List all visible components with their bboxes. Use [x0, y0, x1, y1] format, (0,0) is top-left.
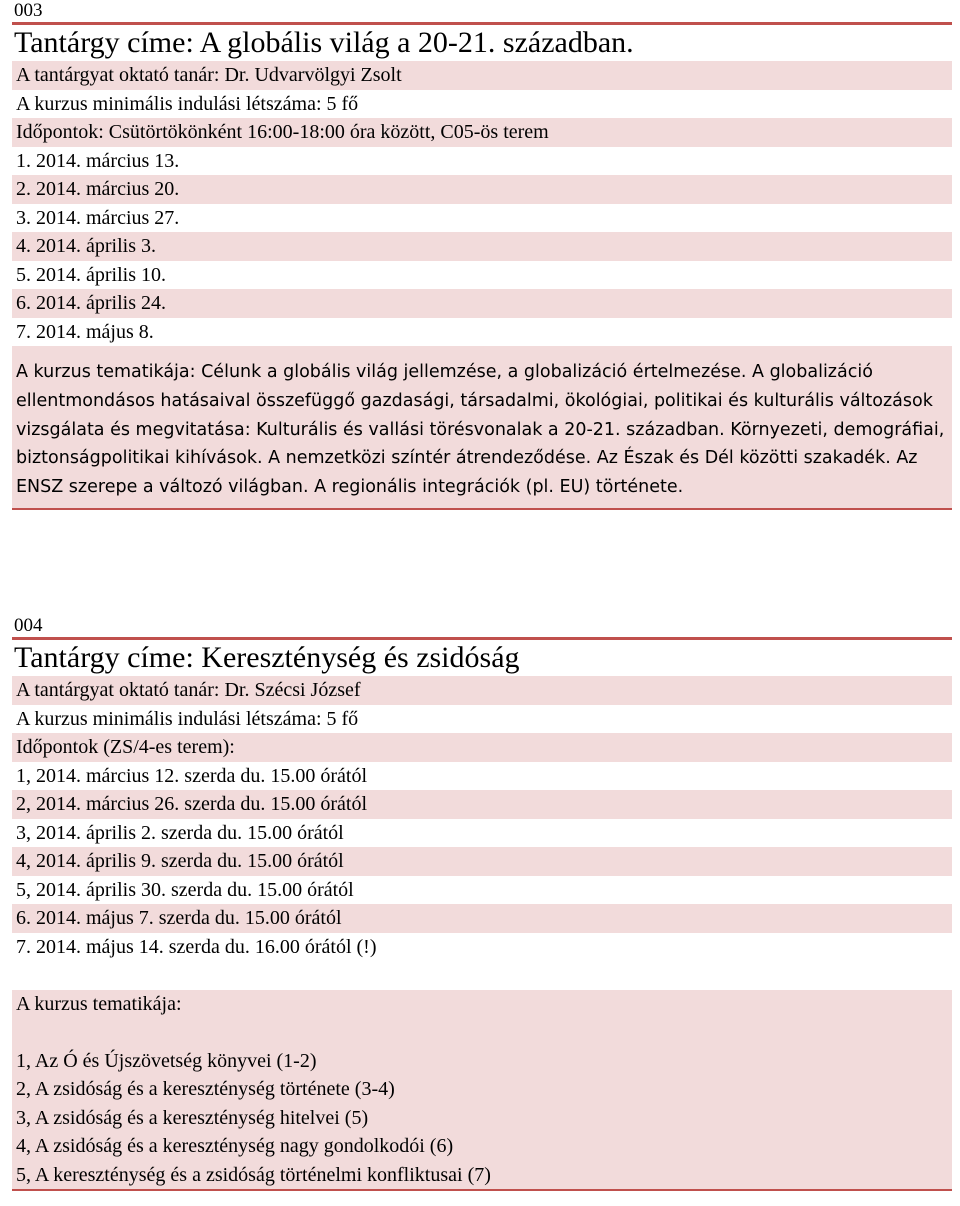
- min-size-row: A kurzus minimális indulási létszáma: 5 fő: [16, 92, 359, 115]
- schedule-row: Időpontok: Csütörtökönként 16:00-18:00 óra között, C05-ös terem: [12, 118, 952, 147]
- teacher-row: A tantárgyat oktató tanár: Dr. Szécsi József: [12, 676, 952, 705]
- course-topic-description: A kurzus tematikája: Célunk a globális világ jellemzése, a globalizáció értelmezése. A globalizáció ellentmondásos hatásaival összefüggő gazdasági, társadalmi, ökológiai, politikai és kulturális változások vizsgálata és megvitatása: Kulturális és vallási törésvonalak a 20-21. században. Környezeti, demográfiai, biztonságpolitikai kihívások. A nemzetközi színtér átrendeződése. Az Észak és Dél közötti szakadék. Az ENSZ szerepe a változó világban. A regionális integrációk (pl. EU) története.: [12, 346, 952, 508]
- date-row: 7. 2014. május 14. szerda du. 16.00 órától (!): [16, 935, 377, 958]
- date-row: 3. 2014. március 27.: [16, 206, 180, 229]
- schedule-row: Időpontok (ZS/4-es terem):: [12, 733, 952, 762]
- spacer-row: [12, 1018, 952, 1047]
- date-row: 6. 2014. április 24.: [12, 289, 952, 318]
- topic-item: 3, A zsidóság és a kereszténység hitelvei (5): [16, 1106, 369, 1129]
- date-row: 2. 2014. március 20.: [12, 175, 952, 204]
- course-info-table: [12, 676, 952, 1191]
- course-info-table: [12, 61, 952, 510]
- date-row: 4. 2014. április 3.: [12, 232, 952, 261]
- course-topics: [12, 990, 952, 1190]
- table-bottom-rule: [12, 1189, 952, 1191]
- date-row: 1, 2014. március 12. szerda du. 15.00 órától: [16, 764, 368, 787]
- topic-item: 5, A kereszténység és a zsidóság történelmi konfliktusai (7): [16, 1163, 491, 1186]
- date-row: 2, 2014. március 26. szerda du. 15.00 órától: [12, 790, 952, 819]
- date-row: 7. 2014. május 8.: [16, 320, 154, 343]
- date-row: 5. 2014. április 10.: [16, 263, 166, 286]
- course-code: 003: [14, 0, 43, 21]
- course-004: [12, 615, 952, 1191]
- topic-item: 2, A zsidóság és a kereszténység története (3-4): [16, 1078, 395, 1100]
- spacer-row: [12, 961, 952, 990]
- min-size-row: A kurzus minimális indulási létszáma: 5 fő: [16, 707, 359, 730]
- date-row: 4, 2014. április 9. szerda du. 15.00 órától: [12, 847, 952, 876]
- topic-heading: A kurzus tematikája:: [16, 992, 182, 1015]
- teacher-row: A tantárgyat oktató tanár: Dr. Udvarvölgyi Zsolt: [12, 61, 952, 90]
- course-003: [12, 0, 952, 510]
- table-bottom-rule: [12, 508, 952, 510]
- date-row: 5, 2014. április 30. szerda du. 15.00 órától: [16, 878, 354, 901]
- course-code: 004: [14, 615, 43, 636]
- course-title: Tantárgy címe: A globális világ a 20-21. században.: [14, 26, 634, 59]
- date-row: 6. 2014. május 7. szerda du. 15.00 órától: [12, 904, 952, 933]
- course-title: Tantárgy címe: Kereszténység és zsidóság: [14, 641, 520, 674]
- date-row: 1. 2014. március 13.: [16, 149, 180, 172]
- topic-item: 1, Az Ó és Újszövetség könyvei (1-2): [16, 1049, 317, 1072]
- date-row: 3, 2014. április 2. szerda du. 15.00 órától: [16, 821, 344, 844]
- topic-item: 4, A zsidóság és a kereszténység nagy gondolkodói (6): [16, 1135, 454, 1157]
